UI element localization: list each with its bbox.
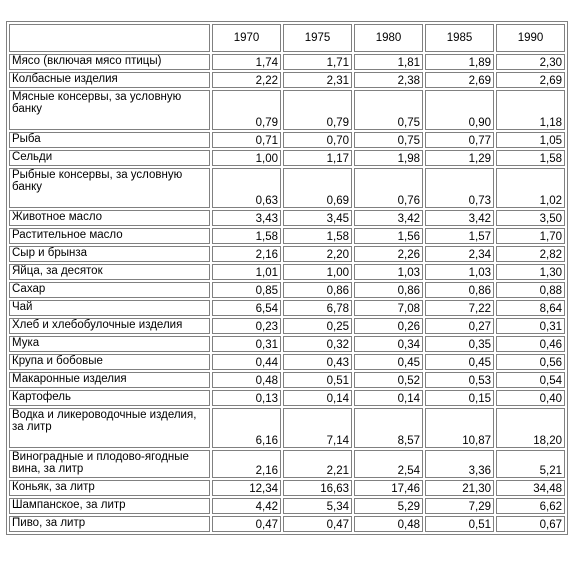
- price-cell-1985: 3,42: [425, 210, 494, 226]
- price-cell-1975: 0,70: [283, 132, 352, 148]
- table-row: [9, 408, 565, 448]
- table-row: [9, 450, 565, 478]
- price-cell-1980: 3,42: [354, 210, 423, 226]
- price-cell-1990: 0,88: [496, 282, 565, 298]
- price-cell-1975: 0,14: [283, 390, 352, 406]
- price-cell-1985: 2,34: [425, 246, 494, 262]
- price-cell-1990: 8,64: [496, 300, 565, 316]
- price-cell-1970: 1,00: [212, 150, 281, 166]
- price-cell-1980: 0,45: [354, 354, 423, 370]
- product-name-cell: Крупа и бобовые: [9, 354, 210, 370]
- price-cell-1980: 0,48: [354, 516, 423, 532]
- product-name-cell: Мука: [9, 336, 210, 352]
- price-cell-1985: 10,87: [425, 408, 494, 448]
- price-cell-1975: 2,31: [283, 72, 352, 88]
- price-cell-1990: 2,82: [496, 246, 565, 262]
- year-header: 1980: [354, 24, 423, 52]
- price-cell-1970: 0,85: [212, 282, 281, 298]
- price-cell-1990: 0,46: [496, 336, 565, 352]
- price-cell-1980: 5,29: [354, 498, 423, 514]
- price-cell-1990: 0,40: [496, 390, 565, 406]
- price-cell-1975: 5,34: [283, 498, 352, 514]
- price-cell-1970: 4,42: [212, 498, 281, 514]
- product-name-cell: Водка и ликероводочные изделия, за литр: [9, 408, 210, 448]
- price-cell-1975: 3,45: [283, 210, 352, 226]
- price-cell-1970: 0,48: [212, 372, 281, 388]
- price-cell-1970: 2,16: [212, 246, 281, 262]
- price-cell-1975: 0,86: [283, 282, 352, 298]
- price-cell-1980: 0,14: [354, 390, 423, 406]
- price-cell-1985: 1,89: [425, 54, 494, 70]
- table-row: [9, 132, 565, 148]
- price-cell-1970: 2,16: [212, 450, 281, 478]
- product-name-cell: Картофель: [9, 390, 210, 406]
- price-cell-1975: 0,43: [283, 354, 352, 370]
- product-name-cell: Рыба: [9, 132, 210, 148]
- price-cell-1990: 2,69: [496, 72, 565, 88]
- price-cell-1980: 2,38: [354, 72, 423, 88]
- price-cell-1980: 2,54: [354, 450, 423, 478]
- price-cell-1970: 2,22: [212, 72, 281, 88]
- price-cell-1975: 16,63: [283, 480, 352, 496]
- price-cell-1990: 1,05: [496, 132, 565, 148]
- product-name-cell: Яйца, за десяток: [9, 264, 210, 280]
- price-cell-1970: 0,31: [212, 336, 281, 352]
- price-cell-1990: 18,20: [496, 408, 565, 448]
- table-row: [9, 264, 565, 280]
- header-row: [9, 24, 565, 52]
- header-corner-cell: [9, 24, 210, 52]
- price-cell-1985: 0,15: [425, 390, 494, 406]
- price-cell-1970: 0,44: [212, 354, 281, 370]
- table-row: [9, 390, 565, 406]
- product-name-cell: Животное масло: [9, 210, 210, 226]
- price-cell-1980: 0,75: [354, 90, 423, 130]
- price-cell-1990: 1,02: [496, 168, 565, 208]
- table-row: [9, 210, 565, 226]
- price-cell-1975: 0,69: [283, 168, 352, 208]
- price-cell-1990: 6,62: [496, 498, 565, 514]
- price-cell-1980: 1,98: [354, 150, 423, 166]
- price-cell-1975: 2,20: [283, 246, 352, 262]
- price-cell-1985: 0,45: [425, 354, 494, 370]
- price-cell-1970: 0,79: [212, 90, 281, 130]
- product-name-cell: Хлеб и хлебобулочные изделия: [9, 318, 210, 334]
- table-row: [9, 300, 565, 316]
- table-row: [9, 318, 565, 334]
- price-cell-1980: 7,08: [354, 300, 423, 316]
- price-cell-1980: 0,26: [354, 318, 423, 334]
- product-name-cell: Мясо (включая мясо птицы): [9, 54, 210, 70]
- price-cell-1985: 0,27: [425, 318, 494, 334]
- price-cell-1990: 5,21: [496, 450, 565, 478]
- price-cell-1970: 3,43: [212, 210, 281, 226]
- price-cell-1985: 1,57: [425, 228, 494, 244]
- table-row: [9, 90, 565, 130]
- price-cell-1970: 6,16: [212, 408, 281, 448]
- price-cell-1970: 0,71: [212, 132, 281, 148]
- price-cell-1990: 34,48: [496, 480, 565, 496]
- price-cell-1990: 0,56: [496, 354, 565, 370]
- price-cell-1975: 0,25: [283, 318, 352, 334]
- table-row: [9, 498, 565, 514]
- price-cell-1985: 1,03: [425, 264, 494, 280]
- price-cell-1985: 0,73: [425, 168, 494, 208]
- table-row: [9, 228, 565, 244]
- price-cell-1985: 1,29: [425, 150, 494, 166]
- table-row: [9, 516, 565, 532]
- product-name-cell: Макаронные изделия: [9, 372, 210, 388]
- product-name-cell: Рыбные консервы, за условную банку: [9, 168, 210, 208]
- table-row: [9, 282, 565, 298]
- product-name-cell: Сельди: [9, 150, 210, 166]
- price-cell-1990: 1,18: [496, 90, 565, 130]
- price-cell-1990: 0,54: [496, 372, 565, 388]
- price-cell-1975: 1,58: [283, 228, 352, 244]
- price-cell-1980: 1,03: [354, 264, 423, 280]
- price-cell-1990: 2,30: [496, 54, 565, 70]
- year-header: 1990: [496, 24, 565, 52]
- product-name-cell: Чай: [9, 300, 210, 316]
- year-header: 1970: [212, 24, 281, 52]
- price-cell-1980: 1,56: [354, 228, 423, 244]
- price-cell-1985: 7,22: [425, 300, 494, 316]
- price-cell-1980: 0,86: [354, 282, 423, 298]
- price-cell-1970: 0,47: [212, 516, 281, 532]
- product-name-cell: Мясные консервы, за условную банку: [9, 90, 210, 130]
- price-cell-1985: 0,35: [425, 336, 494, 352]
- price-cell-1970: 1,01: [212, 264, 281, 280]
- product-name-cell: Коньяк, за литр: [9, 480, 210, 496]
- product-name-cell: Пиво, за литр: [9, 516, 210, 532]
- price-cell-1990: 0,31: [496, 318, 565, 334]
- table-row: [9, 336, 565, 352]
- table-row: [9, 354, 565, 370]
- product-name-cell: Сыр и брынза: [9, 246, 210, 262]
- price-cell-1990: 3,50: [496, 210, 565, 226]
- table-row: [9, 72, 565, 88]
- price-cell-1975: 1,00: [283, 264, 352, 280]
- price-cell-1970: 6,54: [212, 300, 281, 316]
- price-cell-1975: 0,32: [283, 336, 352, 352]
- table-row: [9, 480, 565, 496]
- price-cell-1980: 0,75: [354, 132, 423, 148]
- price-cell-1990: 1,58: [496, 150, 565, 166]
- table-body: [9, 54, 565, 532]
- year-header: 1985: [425, 24, 494, 52]
- price-cell-1980: 0,52: [354, 372, 423, 388]
- price-cell-1985: 0,90: [425, 90, 494, 130]
- price-cell-1970: 1,58: [212, 228, 281, 244]
- product-name-cell: Сахар: [9, 282, 210, 298]
- price-cell-1975: 1,17: [283, 150, 352, 166]
- table-row: [9, 246, 565, 262]
- price-cell-1990: 1,30: [496, 264, 565, 280]
- price-cell-1970: 0,63: [212, 168, 281, 208]
- price-cell-1980: 2,26: [354, 246, 423, 262]
- price-cell-1985: 3,36: [425, 450, 494, 478]
- product-name-cell: Виноградные и плодово-ягодные вина, за литр: [9, 450, 210, 478]
- product-name-cell: Колбасные изделия: [9, 72, 210, 88]
- price-cell-1980: 8,57: [354, 408, 423, 448]
- price-cell-1975: 0,47: [283, 516, 352, 532]
- price-cell-1970: 0,13: [212, 390, 281, 406]
- price-cell-1970: 1,74: [212, 54, 281, 70]
- price-cell-1980: 0,76: [354, 168, 423, 208]
- price-cell-1990: 0,67: [496, 516, 565, 532]
- price-cell-1990: 1,70: [496, 228, 565, 244]
- price-cell-1975: 7,14: [283, 408, 352, 448]
- price-cell-1970: 0,23: [212, 318, 281, 334]
- price-cell-1975: 1,71: [283, 54, 352, 70]
- price-cell-1975: 0,79: [283, 90, 352, 130]
- price-cell-1985: 0,53: [425, 372, 494, 388]
- price-cell-1975: 0,51: [283, 372, 352, 388]
- price-cell-1980: 1,81: [354, 54, 423, 70]
- price-cell-1985: 0,51: [425, 516, 494, 532]
- price-cell-1985: 21,30: [425, 480, 494, 496]
- price-cell-1985: 2,69: [425, 72, 494, 88]
- price-cell-1985: 7,29: [425, 498, 494, 514]
- year-header: 1975: [283, 24, 352, 52]
- price-cell-1980: 0,34: [354, 336, 423, 352]
- price-cell-1975: 2,21: [283, 450, 352, 478]
- price-cell-1985: 0,86: [425, 282, 494, 298]
- price-cell-1970: 12,34: [212, 480, 281, 496]
- table-row: [9, 372, 565, 388]
- table-row: [9, 168, 565, 208]
- price-cell-1975: 6,78: [283, 300, 352, 316]
- price-table: [6, 21, 568, 535]
- table-row: [9, 150, 565, 166]
- price-cell-1985: 0,77: [425, 132, 494, 148]
- product-name-cell: Шампанское, за литр: [9, 498, 210, 514]
- table-row: [9, 54, 565, 70]
- product-name-cell: Растительное масло: [9, 228, 210, 244]
- price-cell-1980: 17,46: [354, 480, 423, 496]
